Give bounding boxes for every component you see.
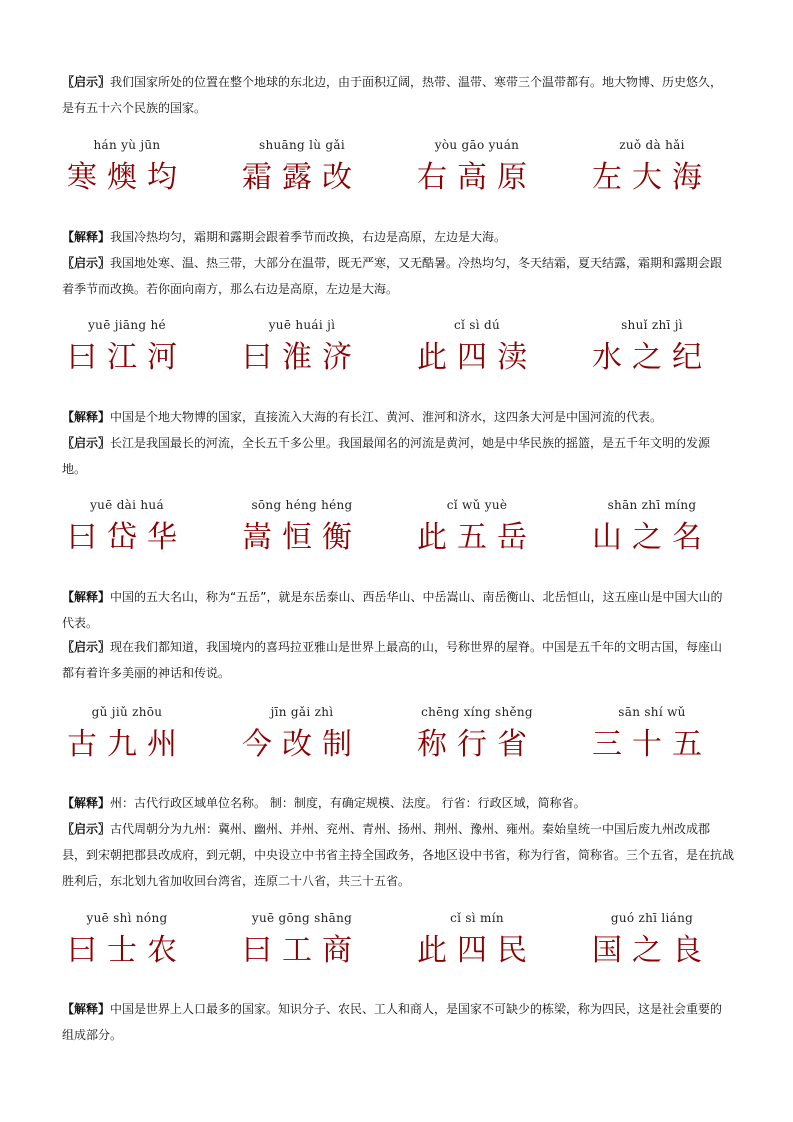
pinyin: cǐ sì dú	[454, 318, 500, 332]
verse-phrase	[242, 318, 392, 388]
explain-tag: 【解释】	[62, 590, 111, 604]
verse-phrase	[67, 705, 217, 775]
hanzi: 古九州	[67, 727, 187, 762]
pinyin: cǐ wǔ yuè	[446, 498, 508, 512]
pinyin: shuāng lù gǎi	[259, 138, 345, 152]
verse-phrase	[592, 138, 742, 208]
hanzi: 曰工商	[242, 933, 362, 968]
pinyin: hán yù jūn	[93, 138, 161, 152]
pinyin: gǔ jiǔ zhōu	[91, 705, 163, 719]
hanzi: 山之名	[592, 520, 712, 555]
verse-phrase	[67, 498, 217, 568]
explain-tag: 【解释】	[62, 796, 111, 810]
hint-tag: 〖启示〗	[62, 640, 111, 654]
hanzi: 右高原	[417, 160, 537, 195]
pinyin: jīn gǎi zhì	[270, 705, 334, 719]
hanzi: 国之良	[592, 933, 712, 968]
verse-row	[62, 318, 742, 388]
verse-row	[62, 911, 742, 981]
explain-text: 中国是世界上人口最多的国家。知识分子、农民、工人和商人，是国家不可缺少的栋梁，称为四民，这是社会重要的组成部分。	[62, 1002, 723, 1042]
explain-paragraph	[62, 996, 734, 1048]
explain-paragraph	[62, 224, 734, 250]
hint-text: 我国地处寒、温、热三带，大部分在温带，既无严寒，又无酷暑。冷热均匀，冬天结霜，夏天结露，霜期和露期会跟着季节而改换。若你面向南方，那么右边是高原，左边是大海。	[62, 256, 723, 296]
hint-paragraph	[62, 816, 734, 894]
hint-tag: 〖启示〗	[62, 436, 111, 450]
explain-tag: 【解释】	[62, 230, 111, 244]
pinyin: yuē dài huá	[90, 498, 164, 512]
hint-paragraph	[62, 634, 734, 686]
verse-row	[62, 138, 742, 208]
hanzi: 今改制	[242, 727, 362, 762]
pinyin: guó zhī liáng	[610, 911, 694, 925]
explain-text: 中国的五大名山，称为“五岳”，就是东岳泰山、西岳华山、中岳嵩山、南岳衡山、北岳恒山，这五座山是中国大山的代表。	[62, 590, 723, 630]
verse-phrase	[242, 911, 392, 981]
explain-tag: 【解释】	[62, 410, 111, 424]
explain-paragraph	[62, 584, 734, 636]
explain-paragraph	[62, 404, 734, 430]
pinyin: yòu gāo yuán	[434, 138, 520, 152]
hanzi: 此四民	[417, 933, 537, 968]
verse-phrase	[592, 498, 742, 568]
hanzi: 水之纪	[592, 340, 712, 375]
hint-tag: 〖启示〗	[62, 822, 111, 836]
hanzi: 称行省	[417, 727, 537, 762]
pinyin: zuǒ dà hǎi	[619, 138, 685, 152]
verse-phrase	[417, 705, 567, 775]
hint-paragraph	[62, 69, 734, 121]
pinyin: shān zhī míng	[607, 498, 697, 512]
verse-phrase	[417, 498, 567, 568]
verse-phrase	[67, 911, 217, 981]
verse-phrase	[417, 318, 567, 388]
verse-phrase	[242, 705, 392, 775]
pinyin: chēng xíng shěng	[421, 705, 533, 719]
pinyin: sān shí wǔ	[618, 705, 686, 719]
pinyin: yuē shì nóng	[86, 911, 168, 925]
hanzi: 三十五	[592, 727, 712, 762]
verse-phrase	[67, 138, 217, 208]
hanzi: 寒燠均	[67, 160, 187, 195]
verse-phrase	[592, 911, 742, 981]
verse-phrase	[67, 318, 217, 388]
hanzi: 曰江河	[67, 340, 187, 375]
verse-phrase	[592, 318, 742, 388]
hint-paragraph	[62, 250, 734, 302]
pinyin: yuē gōng shāng	[251, 911, 353, 925]
hint-text: 古代周朝分为九州：冀州、幽州、并州、兖州、青州、扬州、荆州、豫州、雍州。秦始皇统一中国后废九州改成郡县，到宋朝把郡县改成府，到元朝，中央设立中书省主持全国政务，各地区设中书省，称为行省，简称省。三个五省，是在抗战胜利后，东北划九省加收回台湾省，连原二十八省，共三十五省。	[62, 822, 735, 888]
pinyin: shuǐ zhī jì	[621, 318, 683, 332]
explain-paragraph	[62, 790, 734, 816]
hanzi: 嵩恒衡	[242, 520, 362, 555]
hint-text: 现在我们都知道，我国境内的喜玛拉亚雅山是世界上最高的山，号称世界的屋脊。中国是五千年的文明古国，每座山都有着许多美丽的神话和传说。	[62, 640, 723, 680]
verse-row	[62, 705, 742, 775]
hanzi: 曰士农	[67, 933, 187, 968]
hanzi: 左大海	[592, 160, 712, 195]
hanzi: 曰淮济	[242, 340, 362, 375]
verse-phrase	[417, 911, 567, 981]
hanzi: 此四渎	[417, 340, 537, 375]
hint-tag: 〖启示〗	[62, 256, 111, 270]
pinyin: sōng héng héng	[251, 498, 353, 512]
pinyin: cǐ sì mín	[450, 911, 504, 925]
hint-tag: 〖启示〗	[62, 75, 111, 89]
verse-phrase	[417, 138, 567, 208]
explain-tag: 【解释】	[62, 1002, 111, 1016]
verse-phrase	[592, 705, 742, 775]
explain-text: 州：古代行政区域单位名称。 制：制度，有确定规模、法度。 行省：行政区域，简称省。	[110, 796, 586, 810]
verse-row	[62, 498, 742, 568]
hanzi: 此五岳	[417, 520, 537, 555]
verse-phrase	[242, 498, 392, 568]
hanzi: 曰岱华	[67, 520, 187, 555]
explain-text: 我国冷热均匀，霜期和露期会跟着季节而改换，右边是高原，左边是大海。	[110, 230, 507, 244]
hint-text: 长江是我国最长的河流，全长五千多公里。我国最闻名的河流是黄河，她是中华民族的摇篮，是五千年文明的发源地。	[62, 436, 711, 476]
hint-paragraph	[62, 430, 734, 482]
verse-phrase	[242, 138, 392, 208]
explain-text: 中国是个地大物博的国家，直接流入大海的有长江、黄河、淮河和济水，这四条大河是中国河流的代表。	[110, 410, 663, 424]
hanzi: 霜露改	[242, 160, 362, 195]
pinyin: yuē huái jì	[268, 318, 336, 332]
hint-text: 我们国家所处的位置在整个地球的东北边，由于面积辽阔，热带、温带、寒带三个温带都有。地大物博、历史悠久，是有五十六个民族的国家。	[62, 75, 723, 115]
pinyin: yuē jiāng hé	[88, 318, 166, 332]
